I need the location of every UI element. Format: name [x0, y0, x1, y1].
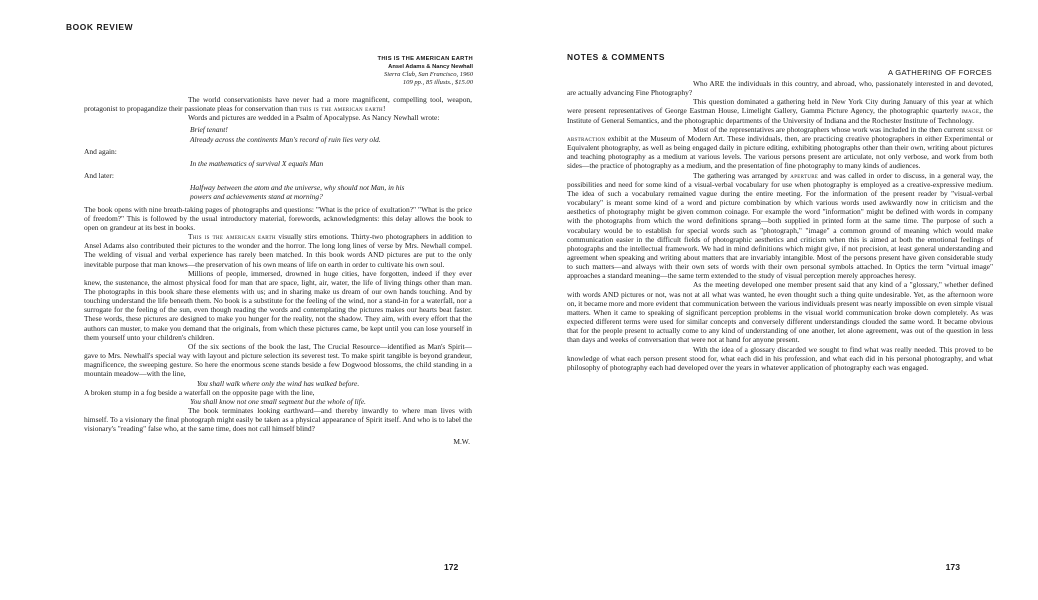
- text-run: !: [382, 104, 386, 114]
- citation-authors: Ansel Adams & Nancy Newhall: [388, 63, 473, 70]
- exhibit-name: sense of abstraction: [567, 124, 993, 143]
- review-body: [84, 95, 472, 447]
- verse-quote: You shall walk where only the wind has walked before.: [196, 378, 360, 388]
- verse-quote: [190, 159, 472, 168]
- paragraph: [84, 95, 472, 113]
- article-title: A GATHERING OF FORCES: [887, 68, 992, 77]
- verse-line: powers and achievements stand at morning?: [190, 192, 323, 202]
- text-run: The world conservationists have never had a more magnificent, compelling tool, weapon, protagonist to propagandize their passionate pleas for conservation than: [84, 95, 472, 114]
- publication-name: image: [961, 106, 980, 116]
- book-title-inline: this is the american earth: [299, 104, 383, 114]
- citation-publisher: Sierra Club, San Francisco, 1960: [383, 71, 473, 79]
- paragraph: Words and pictures are wedded in a Psalm of Apocalypse. As Nancy Newhall wrote:: [188, 113, 440, 123]
- paragraph: [84, 232, 472, 269]
- text-run: and was called in order to discuss, in a general way, the possibilities and need for some kind of a visual-verbal vocabulary for use when photography is employed as a creative-expressive medium. The idea of such a vocabulary remained vague during the entire meeting. For the information of the present reader by "visual-verbal vocabulary" is meant some kind of a word and picture combination by which various words used awkwardly now in criticism and the aesthetics of photography might be given common coinage. For example the word "information" might be defined with words in company with the photographs from which the word definitions sprang—both supplied in printed form at the same time. The purpose of such a vocabulary would be to establish for special words such as "photograph," "image" a common ground of meaning which would make communication easier in the difficult fields of photographic aesthetics and criticism when this is aimed at both the emotional feelings of photographs and the intellectual framework. We had in mind definitions which might give, if not precision, at least general understanding and agreement when speaking and writing about matters that are invariably intangible. Most of the persons present have given considerable study to such matters—and always with their own sets of words with their own personal symbols attached. In Optics the term "virtual image" approaches a standard meaning—the same term extended to the study of visual perception merely approaches heresy.: [567, 170, 994, 281]
- paragraph: Who ARE the individuals in this country, and abroad, who, passionately interested in and devoted, are actually advancing Fine Photography?: [567, 79, 993, 98]
- text-run: , the Institute of General Semantics, and the photographic departments of the University of Indiana and the Rochester Institute of Technology.: [567, 106, 993, 125]
- cue-line: And later:: [84, 171, 114, 181]
- paragraph: The book opens with nine breath-taking pages of photographs and questions: "What is the price of exultation?" "What is the price of freedom?" This is followed by the usual introductory material, forewords, acknowledgments: this delay allows the book to open on grandeur at its best in books.: [84, 204, 472, 232]
- book-title-inline: This is the american earth: [188, 232, 276, 242]
- cue-line: And again:: [84, 146, 117, 156]
- text-run: visually stirs emotions. Thirty-two photographers in addition to Ansel Adams also contributed their pictures to the wonder and the horror. The long long lines of verse by Mrs. Newhall compel. The welding of visual and verbal experience has rarely been matched. In this book words AND pictures are put to the only inevitable purpose that man knows—the preservation of his own means of life on earth in order to cultivate his own soul.: [84, 232, 472, 269]
- page-number: 172: [444, 562, 459, 572]
- article-body: [567, 79, 993, 372]
- verse-line: Already across the continents Man's record of ruin lies very old.: [190, 134, 381, 144]
- paragraph: The book terminates looking earthward—and thereby inwardly to where man lives with himself. To a visionary the final photograph might easily be taken as a physical appearance of Spirit itself. And who is to label the visionary's "reading" false who, at the same time, does not call himself blind?: [84, 406, 472, 434]
- page-number: 173: [945, 562, 960, 572]
- verse-line: Brief tenant!: [190, 125, 228, 135]
- organization-name: aperture: [790, 170, 819, 180]
- text-run: The gathering was arranged by: [693, 170, 791, 180]
- verse-quote: You shall know not one small segment but the whole of life.: [190, 396, 366, 406]
- verse-line: In the mathematics of survival X equals Man: [190, 158, 324, 168]
- section-heading-book-review: BOOK REVIEW: [66, 22, 134, 32]
- verse-quote: [190, 125, 472, 143]
- verse-line: Halfway between the atom and the universe, why should not Man, in his: [190, 183, 405, 193]
- paragraph: Millions of people, immersed, drowned in huge cities, have forgotten, indeed if they ever knew, the sustenance, the almost physical food for man that are space, light, air, water, the life of living things other than man. The photographs in this book share these elements with us; and in sharing make us dream of our own hands touching. And by touching understand the life beneath them. No book is a substitute for the feeling of the wind, nor a stand-in for a waterfall, nor a surrogate for the feeling of the sun, even though reading the words and contemplating the pictures makes our hearts beat faster. These words, these pictures are designed to make you hunger for the reality, not the shadow. They aim, with every effort that the authors can muster, to make you demand that the originals, from which these pictures came, be kept until you can lose yourself in them yourself unto your children's children.: [84, 268, 472, 342]
- paragraph: A broken stump in a fog beside a waterfall on the opposite page with the line,: [84, 387, 315, 397]
- paragraph: [567, 125, 993, 171]
- review-signoff: M.W.: [453, 437, 470, 447]
- section-heading-notes-comments: NOTES & COMMENTS: [567, 52, 666, 62]
- citation-title: THIS IS THE AMERICAN EARTH: [377, 56, 473, 62]
- paragraph: Of the six sections of the book the last, The Crucial Resource—identified as Man's Spirit—gave to Mrs. Newhall's special way with layout and picture selection its severest test. To make spirit tangible is beyond grandeur, magnificence, the sweeping gesture. So here the enormous scene stands beside a few Dogwood blossoms, the child standing in a mountain meadow—with the line,: [84, 341, 472, 379]
- paragraph: With the idea of a glossary discarded we sought to find what was really needed. This proved to be knowledge of what each person present stood for, what each did in his profession, and what each did in his personal photography, and what philosophy of photography each had developed over the years in whatever application of photography each was engaged.: [567, 344, 993, 372]
- paragraph: As the meeting developed one member present said that any kind of a "glossary," whether defined with words AND pictures or not, was not at all what was wanted, he even thought such a thing quite undesirable. Yet, as the afternoon wore on, it became more and more evident that communication between the various individuals present was nearly impossible on even simple visual matters. When it came to speaking of significant perception problems in the visual world communication broke down completely. As was expected different terms were used for similar concepts and conversely different understandings clouded the same word. It became obvious that for the people present to actually come to any kind of understanding of one another, let alone agreement, was out of the question in less than days and weeks of conversation that were not at hand for anyone present.: [567, 280, 993, 345]
- paragraph: [567, 171, 993, 281]
- citation-details: 109 pp., 85 illusts., $15.00: [402, 79, 473, 87]
- text-run: Most of the representatives are photographers whose work was included in the then current: [693, 124, 967, 134]
- paragraph: [567, 97, 993, 124]
- text-run: This question dominated a gathering held in New York City during January of this year at which were present representatives of George Eastman House, Limelight Gallery, Gamma Picture Agency, the photographic quarterly: [567, 97, 993, 116]
- right-page: [519, 0, 1038, 600]
- text-run: exhibit at the Museum of Modern Art. These individuals, then, are practicing creative photographers in either Experimental or Equivalent photography, as well as being engaged daily in picture editing, exhibiting photographs other than their own, writing about pictures and teaching photography as a medium at various levels. The various persons present are articulate, not only verbose, and work from both sides—the practice of photography as a medium, and the presentation of fine photography to many kinds of audiences.: [567, 133, 993, 171]
- book-citation: [273, 56, 473, 87]
- verse-quote: [190, 183, 472, 201]
